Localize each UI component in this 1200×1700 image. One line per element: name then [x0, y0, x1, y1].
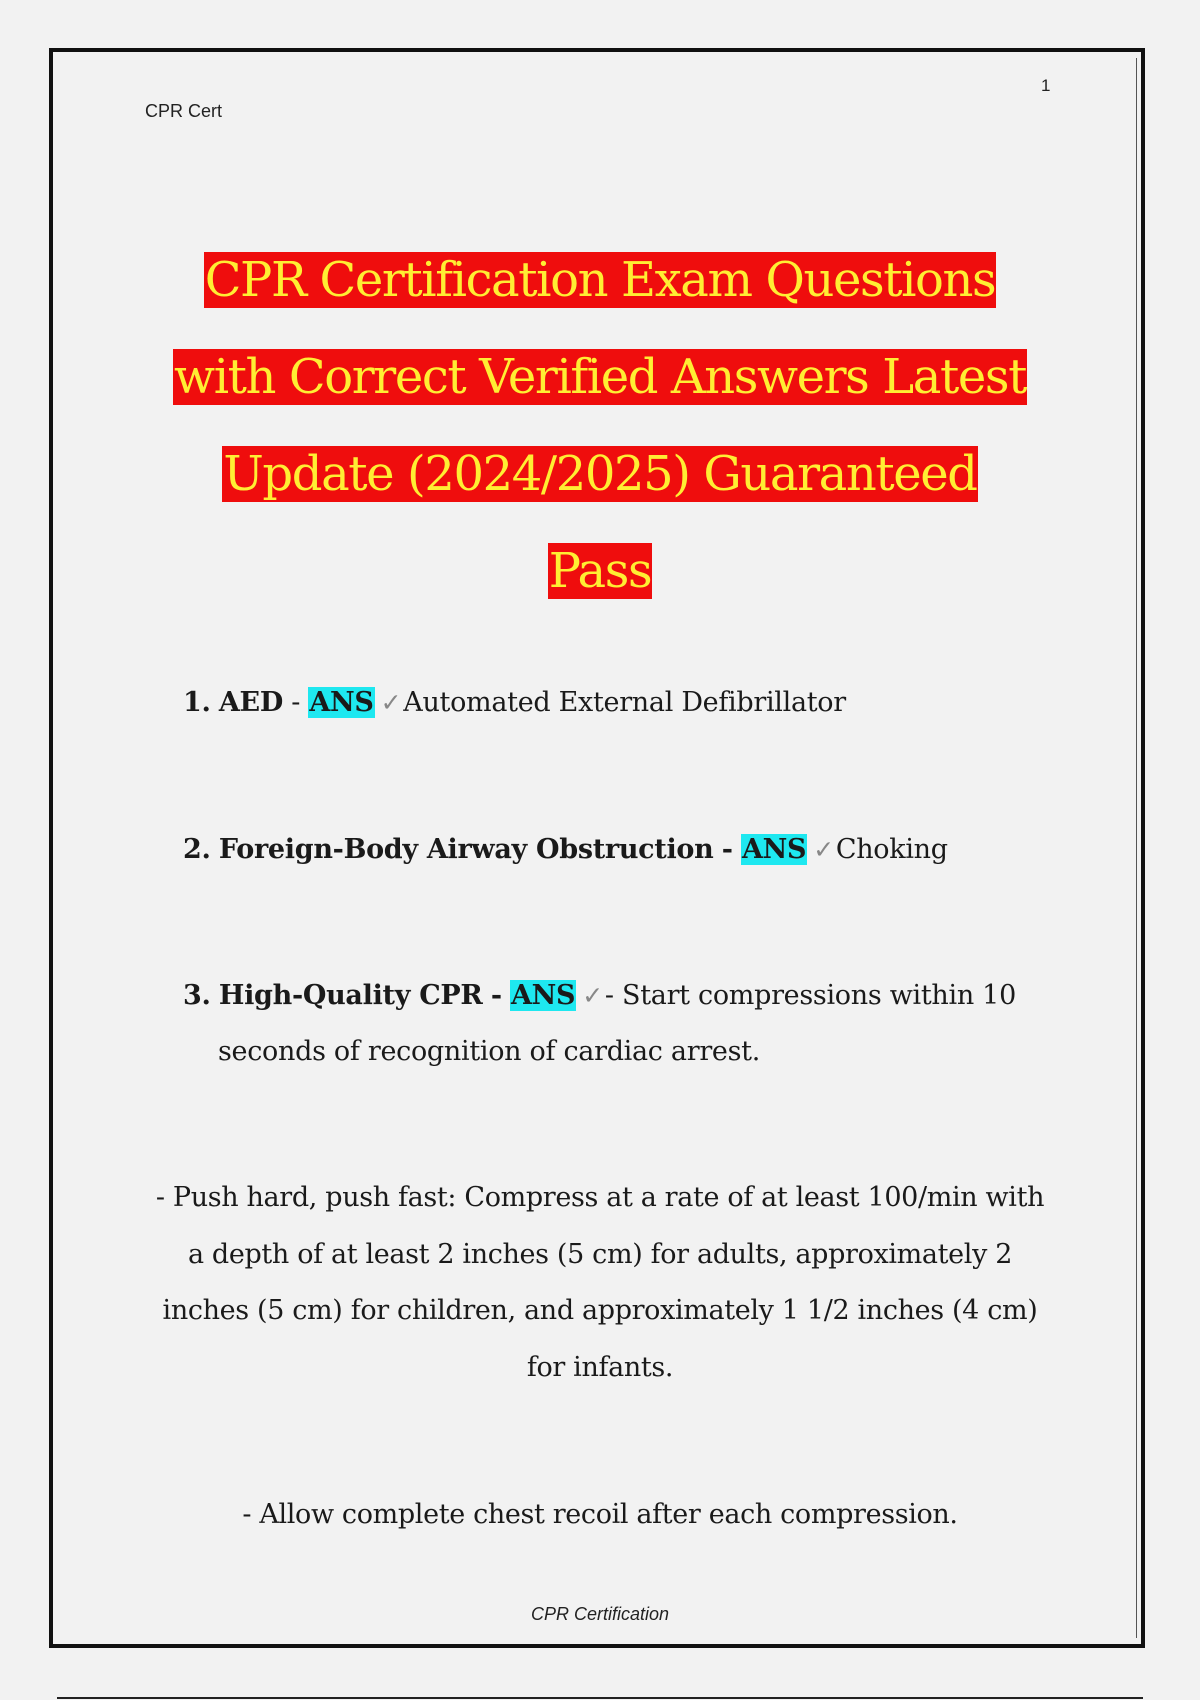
running-header: CPR Cert — [145, 101, 223, 121]
title-line-text: CPR Certification Exam Questions — [204, 252, 996, 308]
qa-term: High-Quality CPR — [218, 980, 483, 1011]
running-footer: CPR Certification — [530, 1604, 670, 1624]
title-line — [100, 232, 1100, 329]
qa-item-1 — [183, 675, 846, 731]
qa-number: 2. — [183, 834, 211, 865]
paragraph-line: - Allow complete chest recoil after each compression. — [242, 1499, 958, 1530]
body-paragraph — [140, 1487, 1060, 1544]
document-title — [100, 232, 1100, 620]
paragraph-line: a depth of at least 2 inches (5 cm) for adults, approximately 2 — [187, 1238, 1013, 1270]
qa-separator: - — [721, 834, 733, 865]
checkmark-icon: ✓ — [380, 688, 402, 717]
qa-number: 1. — [183, 687, 211, 718]
title-line-text: with Correct Verified Answers Latest — [174, 349, 1026, 405]
body-paragraph — [140, 1170, 1060, 1396]
answer-tag: ANS — [309, 687, 374, 718]
title-line — [100, 523, 1100, 620]
page-frame-shadow-line — [1136, 58, 1137, 1638]
qa-answer: Choking — [835, 834, 948, 865]
checkmark-icon: ✓ — [582, 981, 603, 1010]
qa-number: 3. — [183, 980, 211, 1011]
qa-item-3 — [183, 968, 1016, 1080]
qa-answer-prefix: - — [604, 980, 623, 1011]
paragraph-line: - Push hard, push fast: Compress at a rate of at least 100/min with — [155, 1182, 1045, 1213]
title-line-text: Pass — [548, 543, 652, 599]
qa-term: AED — [218, 687, 283, 718]
answer-tag: ANS — [511, 980, 576, 1011]
qa-item-2 — [183, 822, 948, 878]
qa-separator: - — [490, 980, 502, 1011]
qa-answer-continued: seconds of recognition of cardiac arrest. — [218, 1036, 760, 1067]
qa-answer: Start compressions within 10 — [622, 980, 1016, 1011]
title-line-text: Update (2024/2025) Guaranteed — [223, 446, 977, 502]
qa-answer: Automated External Defibrillator — [403, 687, 846, 718]
page-number: 1 — [1041, 76, 1051, 95]
qa-term: Foreign-Body Airway Obstruction — [218, 834, 714, 865]
title-line — [100, 426, 1100, 523]
next-page-edge — [57, 1697, 1143, 1699]
checkmark-icon: ✓ — [813, 835, 834, 864]
paragraph-line: inches (5 cm) for children, and approximately 1 1/2 inches (4 cm) — [162, 1295, 1038, 1326]
answer-tag: ANS — [741, 834, 807, 865]
qa-separator: - — [291, 687, 301, 718]
paragraph-line: for infants. — [526, 1351, 674, 1383]
title-line — [100, 329, 1100, 426]
